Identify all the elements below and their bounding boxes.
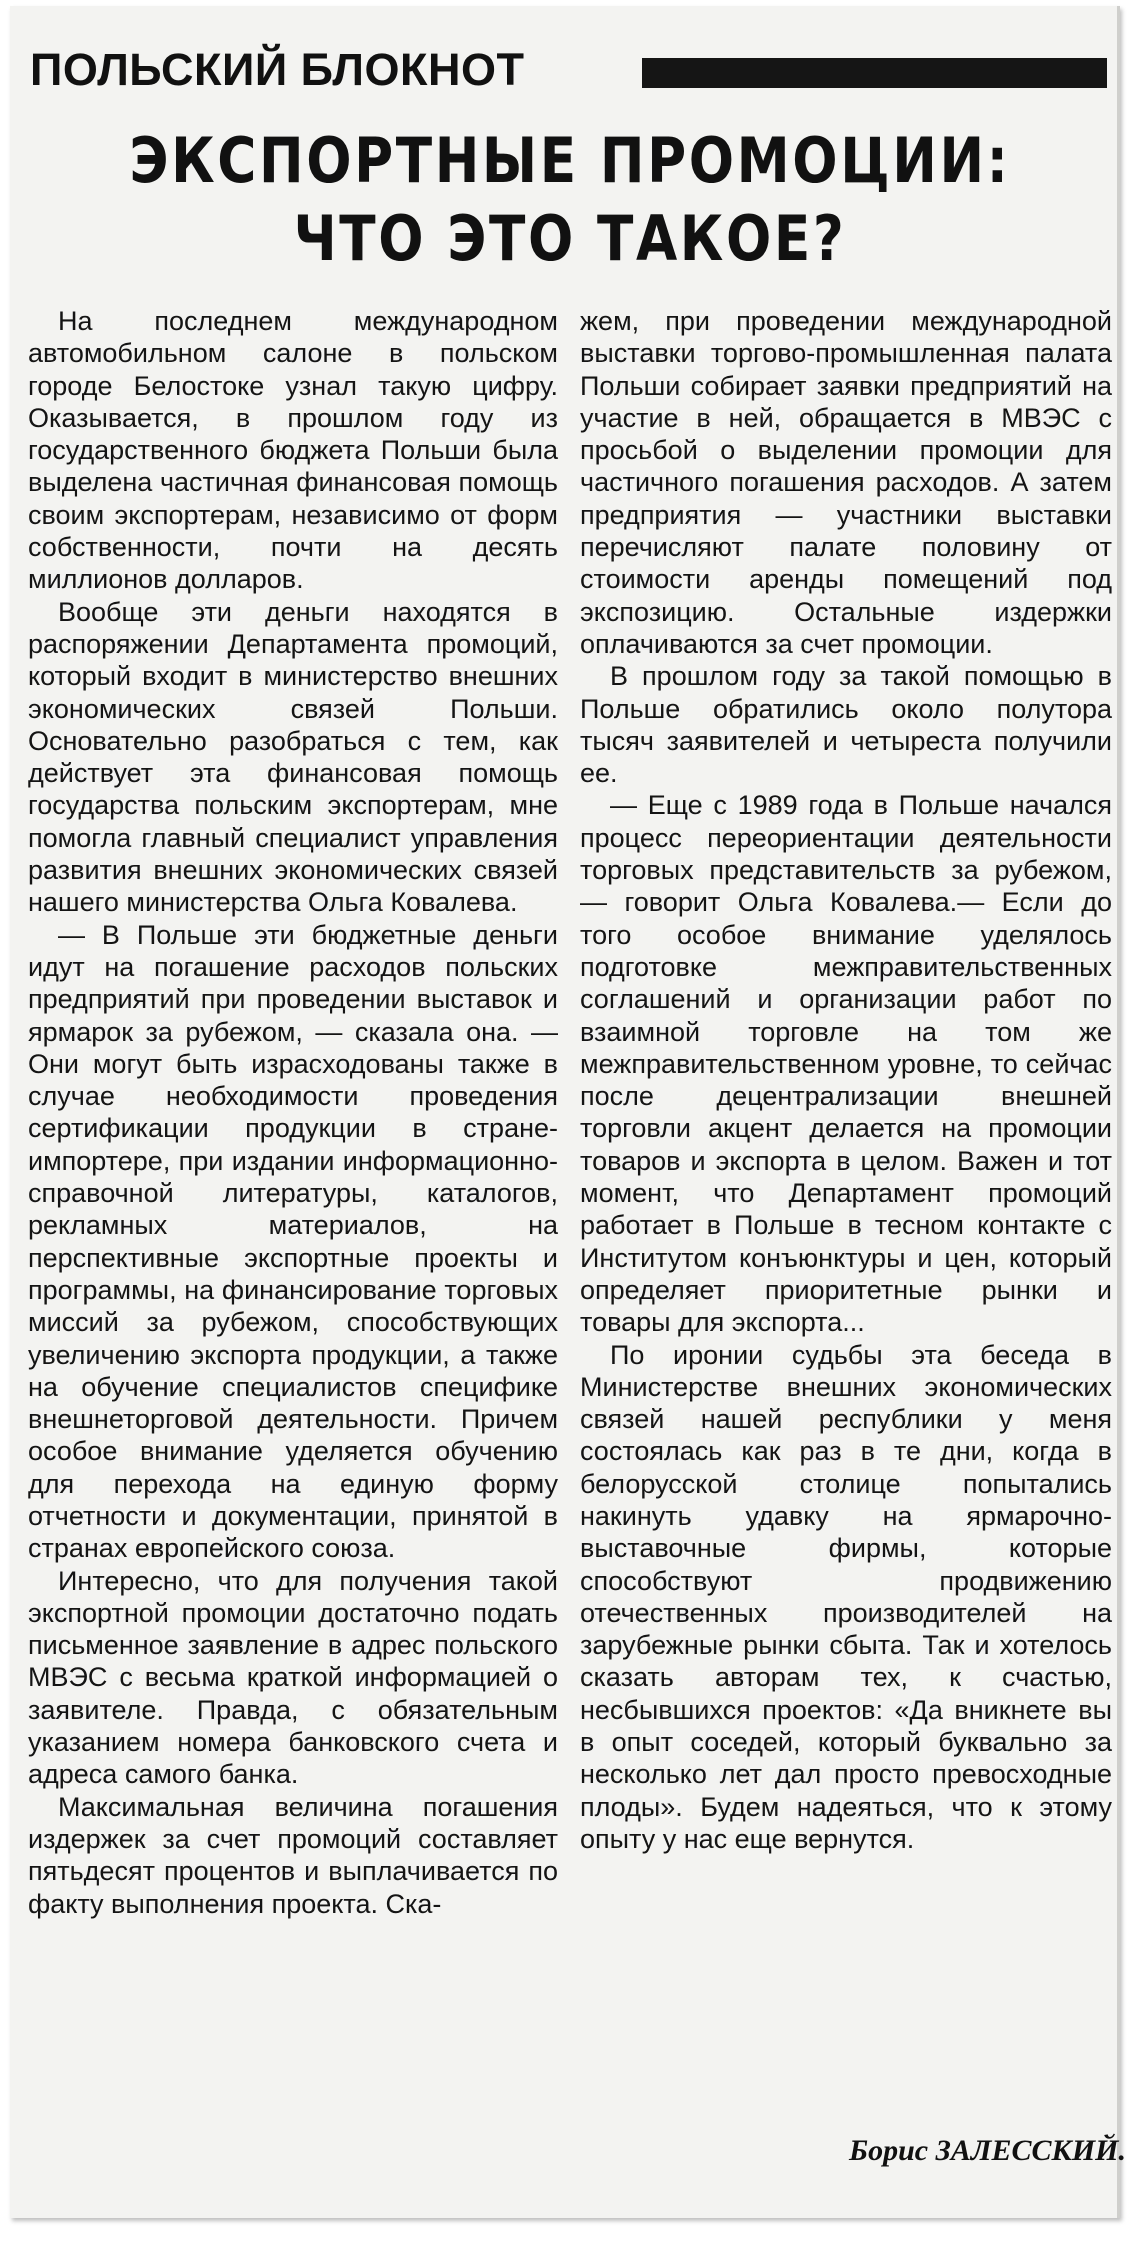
headline-line-1: ЭКСПОРТНЫЕ ПРОМОЦИИ: (129, 124, 1011, 197)
rubric-header (30, 40, 1110, 100)
author-signature: Борис ЗАЛЕССКИЙ. (849, 2134, 1126, 2167)
rubric-bar (642, 58, 1107, 88)
paragraph: Интересно, что для получения такой экспортной промоции достаточно подать письменное заявление в адрес польского МВЭС с весьма краткой информацией о заявителе. Правда, с обязательным указанием номера банковского счета и адреса самого банка. (28, 1565, 558, 1790)
article-column-left (28, 305, 558, 1920)
paper-edge (1117, 6, 1120, 2218)
paragraph: По иронии судьбы эта беседа в Министерстве внешних экономических связей нашей республики у меня состоялась как раз в те дни, когда в белорусской столице попытались накинуть удавку на ярмарочно-выставочные фирмы, которые способствуют продвижению отечественных производителей на зарубежные рынки сбыта. Так и хотелось сказать авторам тех, к счастью, несбывшихся проектов: «Да вникнете вы в опыт соседей, который буквально за несколько лет дал просто превосходные плоды». Будем надеяться, что к этому опыту у нас еще вернутся. (580, 1339, 1112, 1854)
article-body (28, 305, 1114, 2125)
paragraph: Максимальная величина погашения издержек за счет промоций составляет пятьдесят процентов и выплачивается по факту выполнения проекта. Ска- (28, 1791, 558, 1919)
headline (30, 122, 1110, 278)
article-column-right (580, 305, 1112, 1855)
paragraph: На последнем международном автомобильном салоне в польском городе Белостоке узнал такую цифру. Оказывается, в прошлом году из государственного бюджета Польши была выделена частичная финансовая помощь своим экспортерам, независимо от форм собственности, почти на десять миллионов долларов. (28, 306, 558, 595)
paragraph: — Еще с 1989 года в Польше начался процесс переориентации деятельности торговых представительств за рубежом,— говорит Ольга Ковалева.— Если до того особое внимание уделялось подготовке межправительственных соглашений и организации работ по взаимной торговле на том же межправительственном уровне, то сейчас после децентрализации внешней торговли акцент делается на промоции товаров и экспорта в целом. Важен и тот момент, что Департамент промоций работает в Польше в тесном контакте с Институтом конъюнктуры и цен, который определяет приоритетные рынки и товары для экспорта... (580, 790, 1112, 1338)
rubric-title: ПОЛЬСКИЙ БЛОКНОТ (30, 44, 525, 95)
paragraph: жем, при проведении международной выставки торгово-промышленная палата Польши собирает заявки предприятий на участие в ней, обращается в МВЭС с просьбой о выделении промоции для частичного погашения расходов. А затем предприятия — участники выставки перечисляют палате половину от стоимости аренды помещений под экспозицию. Остальные издержки оплачиваются за счет промоции. (580, 306, 1112, 659)
paragraph: — В Польше эти бюджетные деньги идут на погашение расходов польских предприятий при проведении выставок и ярмарок за рубежом, — сказала она. — Они могут быть израсходованы также в случае необходимости проведения сертификации продукции в стране-импортере, при издании информационно-справочной литературы, каталогов, рекламных материалов, на перспективные экспортные проекты и программы, на финансирование торговых миссий за рубежом, способствующих увеличению экспорта продукции, а также на обучение специалистов специфике внешнеторговой деятельности. Причем особое внимание уделяется обучению для перехода на единую форму отчетности и документации, принятой в странах европейского союза. (28, 919, 558, 1564)
paragraph: В прошлом году за такой помощью в Польше обратились около полутора тысяч заявителей и четыреста получили ее. (580, 661, 1112, 789)
paragraph: Вообще эти деньги находятся в распоряжении Департамента промоций, который входит в министерство внешних экономических связей Польши. Основательно разобраться с тем, как действует эта финансовая помощь государства польским экспортерам, мне помогла главный специалист управления развития внешних экономических связей нашего министерства Ольга Ковалева. (28, 596, 558, 918)
headline-line-2: ЧТО ЭТО ТАКОЕ? (293, 202, 847, 275)
